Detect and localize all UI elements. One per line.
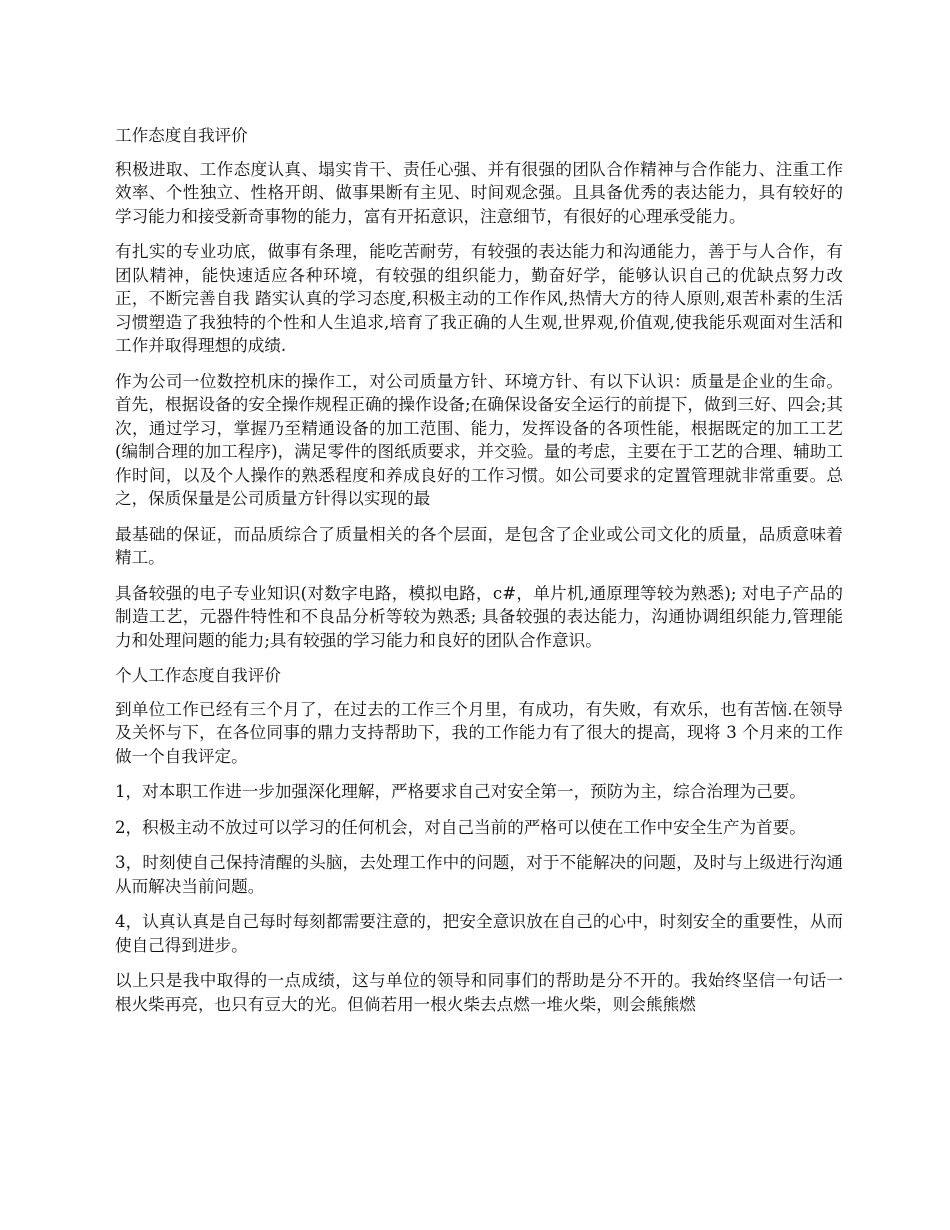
document-body [115, 124, 843, 1028]
list-item-1: 1，对本职工作进一步加强深化理解，严格要求自己对安全第一，预防为主，综合治理为己要。 [115, 782, 806, 801]
paragraph-quality: 最基础的保证，而品质综合了质量相关的各个层面，是包含了企业或公司文化的质量，品质意味着精工。 [115, 524, 843, 567]
list-item-2: 2，积极主动不放过可以学习的任何机会，对自己当前的严格可以使在工作中安全生产为首要。 [115, 817, 806, 837]
paragraph-attitude: 积极进取、工作态度认真、塌实肯干、责任心强、并有很强的团队合作精神与合作能力、注重工作效率、个性独立、性格开朗、做事果断有主见、时间观念强。且具备优秀的表达能力，具有较好的学习能力和接受新奇事物的能力，富有开拓意识，注意细节，有很好的心理承受能力。 [115, 159, 843, 226]
section-heading-1: 工作态度自我评价 [115, 126, 248, 145]
paragraph-electronics: 具备较强的电子专业知识(对数字电路，模拟电路，c#，单片机,通原理等较为熟悉); 对电子产品的制造工艺，元器件特性和不良品分析等较为熟悉; 具备较强的表达能力，沟通协调组织能力,管理能力和处理问题的能力;具有较强的学习能力和良好的团队合作意识。 [115, 583, 843, 650]
paragraph-cnc-operator: 作为公司一位数控机床的操作工，对公司质量方针、环境方针、有以下认识：质量是企业的生命。首先，根据设备的安全操作规程正确的操作设备;在确保设备安全运行的前提下，做到三好、四会;其次，通过学习，掌握乃至精通设备的加工范围、能力，发挥设备的各项性能，根据既定的加工工艺(编制合理的加工程序)，满足零件的图纸质要求，并交验。量的考虑，主要在于工艺的合理、辅助工作时间，以及个人操作的熟悉程度和养成良好的工作习惯。如公司要求的定置管理就非常重要。总之，保质保量是公司质量方针得以实现的最 [115, 371, 843, 508]
section-heading-2: 个人工作态度自我评价 [115, 666, 281, 685]
paragraph-three-months: 到单位工作已经有三个月了，在过去的工作三个月里，有成功，有失败，有欢乐，也有苦恼.在领导及关怀与下，在各位同事的鼎力支持帮助下，我的工作能力有了很大的提高，现将 3 个月来的工作做一个自我评定。 [115, 699, 843, 766]
list-item-4: 4，认真认真是自己每时每刻都需要注意的，把安全意识放在自己的心中，时刻安全的重要性，从而使自己得到进步。 [115, 912, 843, 955]
paragraph-professional: 有扎实的专业功底，做事有条理，能吃苦耐劳，有较强的表达能力和沟通能力，善于与人合作，有团队精神，能快速适应各种环境，有较强的组织能力，勤奋好学，能够认识自己的优缺点努力改正，不断完善自我 踏实认真的学习态度,积极主动的工作作风,热情大方的待人原则,艰苦朴素的生活习惯塑造了我独特的个性和人生追求,培育了我正确的人生观,世界观,价值观,使我能乐观面对生活和工作并取得理想的成绩. [115, 242, 843, 355]
paragraph-conclusion: 以上只是我中取得的一点成绩，这与单位的领导和同事们的帮助是分不开的。我始终坚信一句话一根火柴再亮，也只有豆大的光。但倘若用一根火柴去点燃一堆火柴，则会熊熊燃 [115, 971, 843, 1014]
list-item-3: 3，时刻使自己保持清醒的头脑，去处理工作中的问题，对于不能解决的问题，及时与上级进行沟通从而解决当前问题。 [115, 853, 843, 896]
